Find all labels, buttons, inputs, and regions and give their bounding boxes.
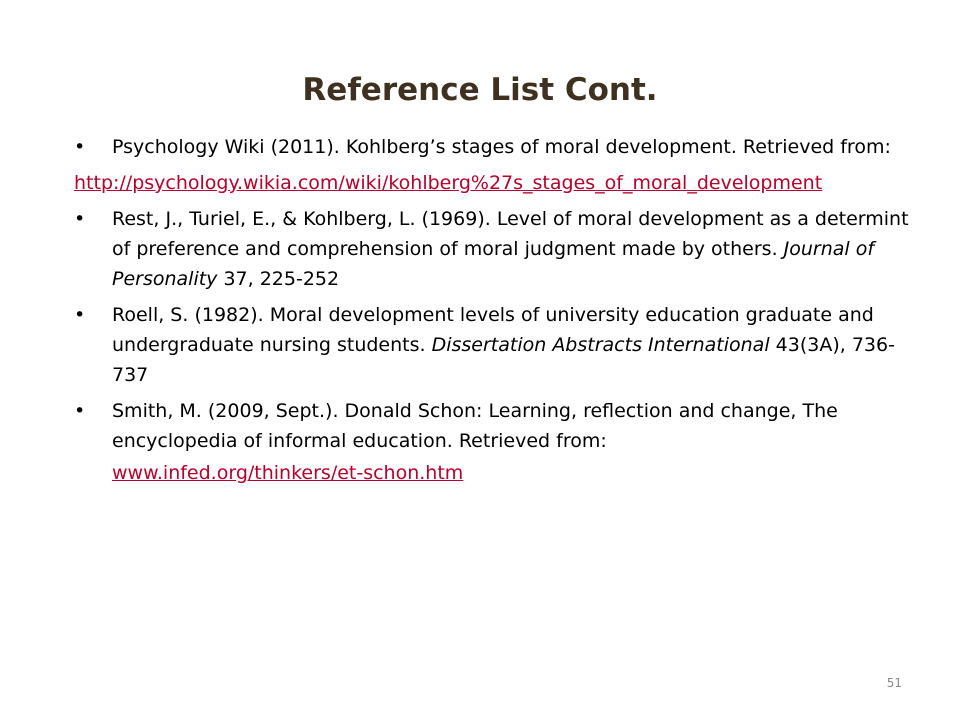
- bullet-icon: •: [74, 304, 86, 326]
- reference-volume: 43(3A), 736-737: [112, 334, 895, 386]
- slide-title: Reference List Cont.: [302, 72, 658, 108]
- journal-title: Journal of Personality: [112, 238, 875, 290]
- bullet-icon: •: [74, 208, 86, 230]
- reference-item: [74, 300, 924, 390]
- reference-link[interactable]: www.infed.org/thinkers/et-schon.htm: [112, 462, 464, 484]
- reference-url-block: [74, 168, 920, 198]
- reference-text: Rest, J., Turiel, E., & Kohlberg, L. (1969). Level of moral development as a determint of preference and comprehension of moral judgment made by others.: [112, 208, 909, 260]
- reference-text: Psychology Wiki (2011). Kohlberg’s stages of moral development. Retrieved from:: [112, 136, 891, 158]
- reference-link[interactable]: http://psychology.wikia.com/wiki/kohlberg%27s_stages_of_moral_development: [74, 172, 823, 194]
- reference-volume: 37, 225-252: [217, 268, 340, 290]
- reference-url-block: [112, 458, 924, 488]
- page-number: 51: [886, 676, 902, 690]
- reference-list: [74, 132, 924, 492]
- journal-title: Dissertation Abstracts International: [431, 334, 770, 356]
- bullet-icon: •: [74, 400, 86, 422]
- reference-item: [74, 204, 924, 294]
- reference-item: [74, 396, 924, 488]
- reference-text: Smith, M. (2009, Sept.). Donald Schon: Learning, reflection and change, The encyclopedia of informal education. Retrieved from:: [112, 400, 838, 452]
- reference-item: [74, 132, 924, 162]
- reference-text: Roell, S. (1982). Moral development levels of university education graduate and undergraduate nursing students.: [112, 304, 874, 356]
- bullet-icon: •: [74, 136, 86, 158]
